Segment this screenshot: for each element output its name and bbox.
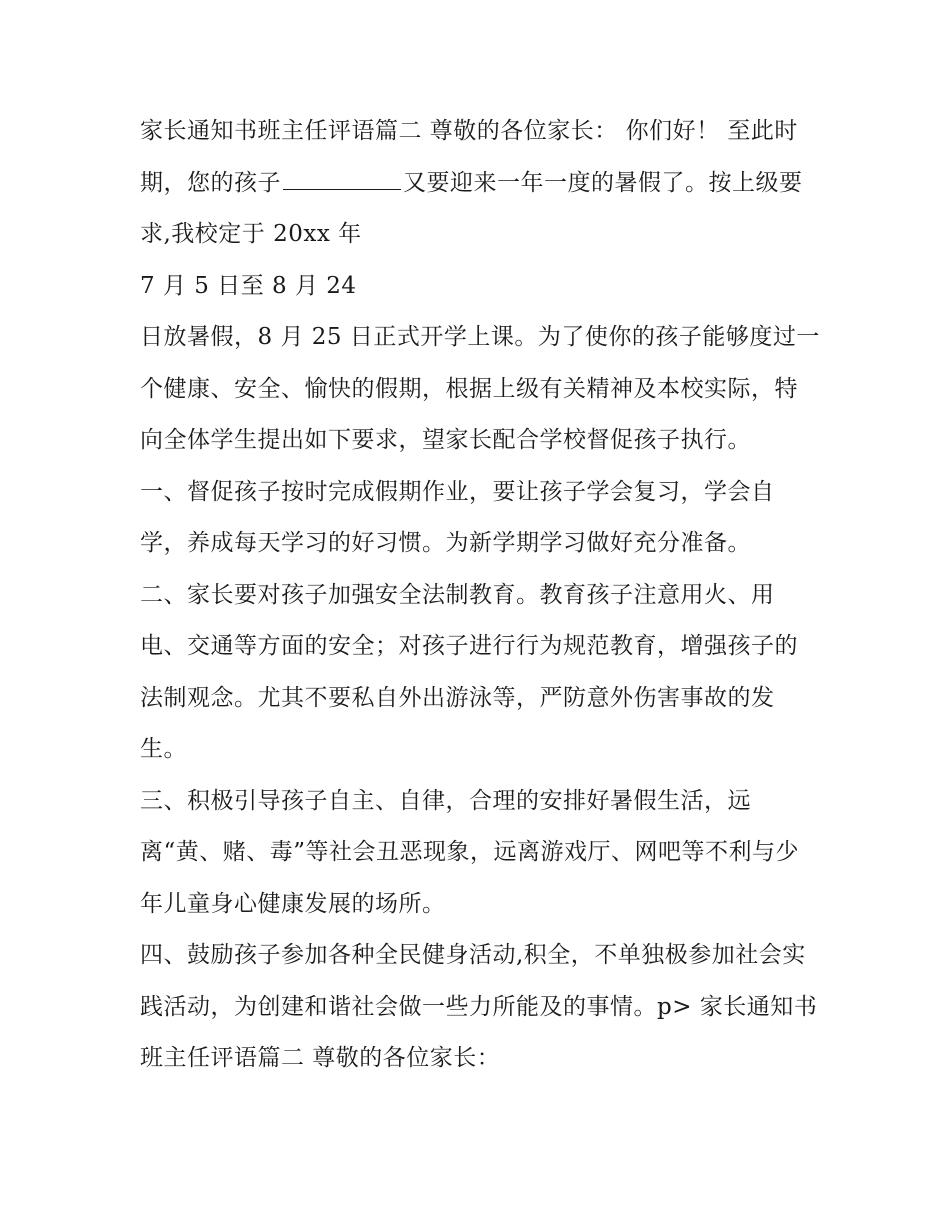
greeting-continuation: 又要迎来一年一度的暑假了。按上级要求,我校定于 20xx 年 <box>140 169 803 247</box>
greeting-text: 家长通知书班主任评语篇二 尊敬的各位家长： 你们好！ 至此时期，您的孩子 <box>140 118 798 196</box>
paragraph-item-4: 四、鼓励孩子参加各种全民健身活动,积全，不单独极参加社会实践活动，为创建和谐社会做一些力所能及的事情。p> 家长通知书班主任评语篇二 尊敬的各位家长： <box>140 942 818 1071</box>
paragraph-item-2: 二、家长要对孩子加强安全法制教育。教育孩子注意用火、用电、交通等方面的安全；对孩子进行行为规范教育，增强孩子的法制观念。尤其不要私自外出游泳等，严防意外伤害事故的发生。 <box>140 581 798 762</box>
paragraph-item-3: 三、积极引导孩子自主、自律，合理的安排好暑假生活，远离“黄、赌、毒”等社会丑恶现象，远离游戏厅、网吧等不利与少年儿童身心健康发展的场所。 <box>140 787 800 917</box>
document-body <box>140 106 820 1085</box>
paragraph-dates: 7 月 5 日至 8 月 24 <box>140 272 357 299</box>
paragraph-greeting <box>140 106 820 261</box>
paragraph-item-1: 一、督促孩子按时完成假期作业，要让孩子学会复习，学会自学，养成每天学习的好习惯。为新学期学习做好充分准备。 <box>140 478 775 556</box>
fill-in-blank-line <box>283 171 401 190</box>
paragraph-vacation-notice: 日放暑假，8 月 25 日正式开学上课。为了使你的孩子能够度过一个健康、安全、愉快的假期，根据上级有关精神及本校实际，特向全体学生提出如下要求，望家长配合学校督促孩子执行。 <box>140 324 820 453</box>
